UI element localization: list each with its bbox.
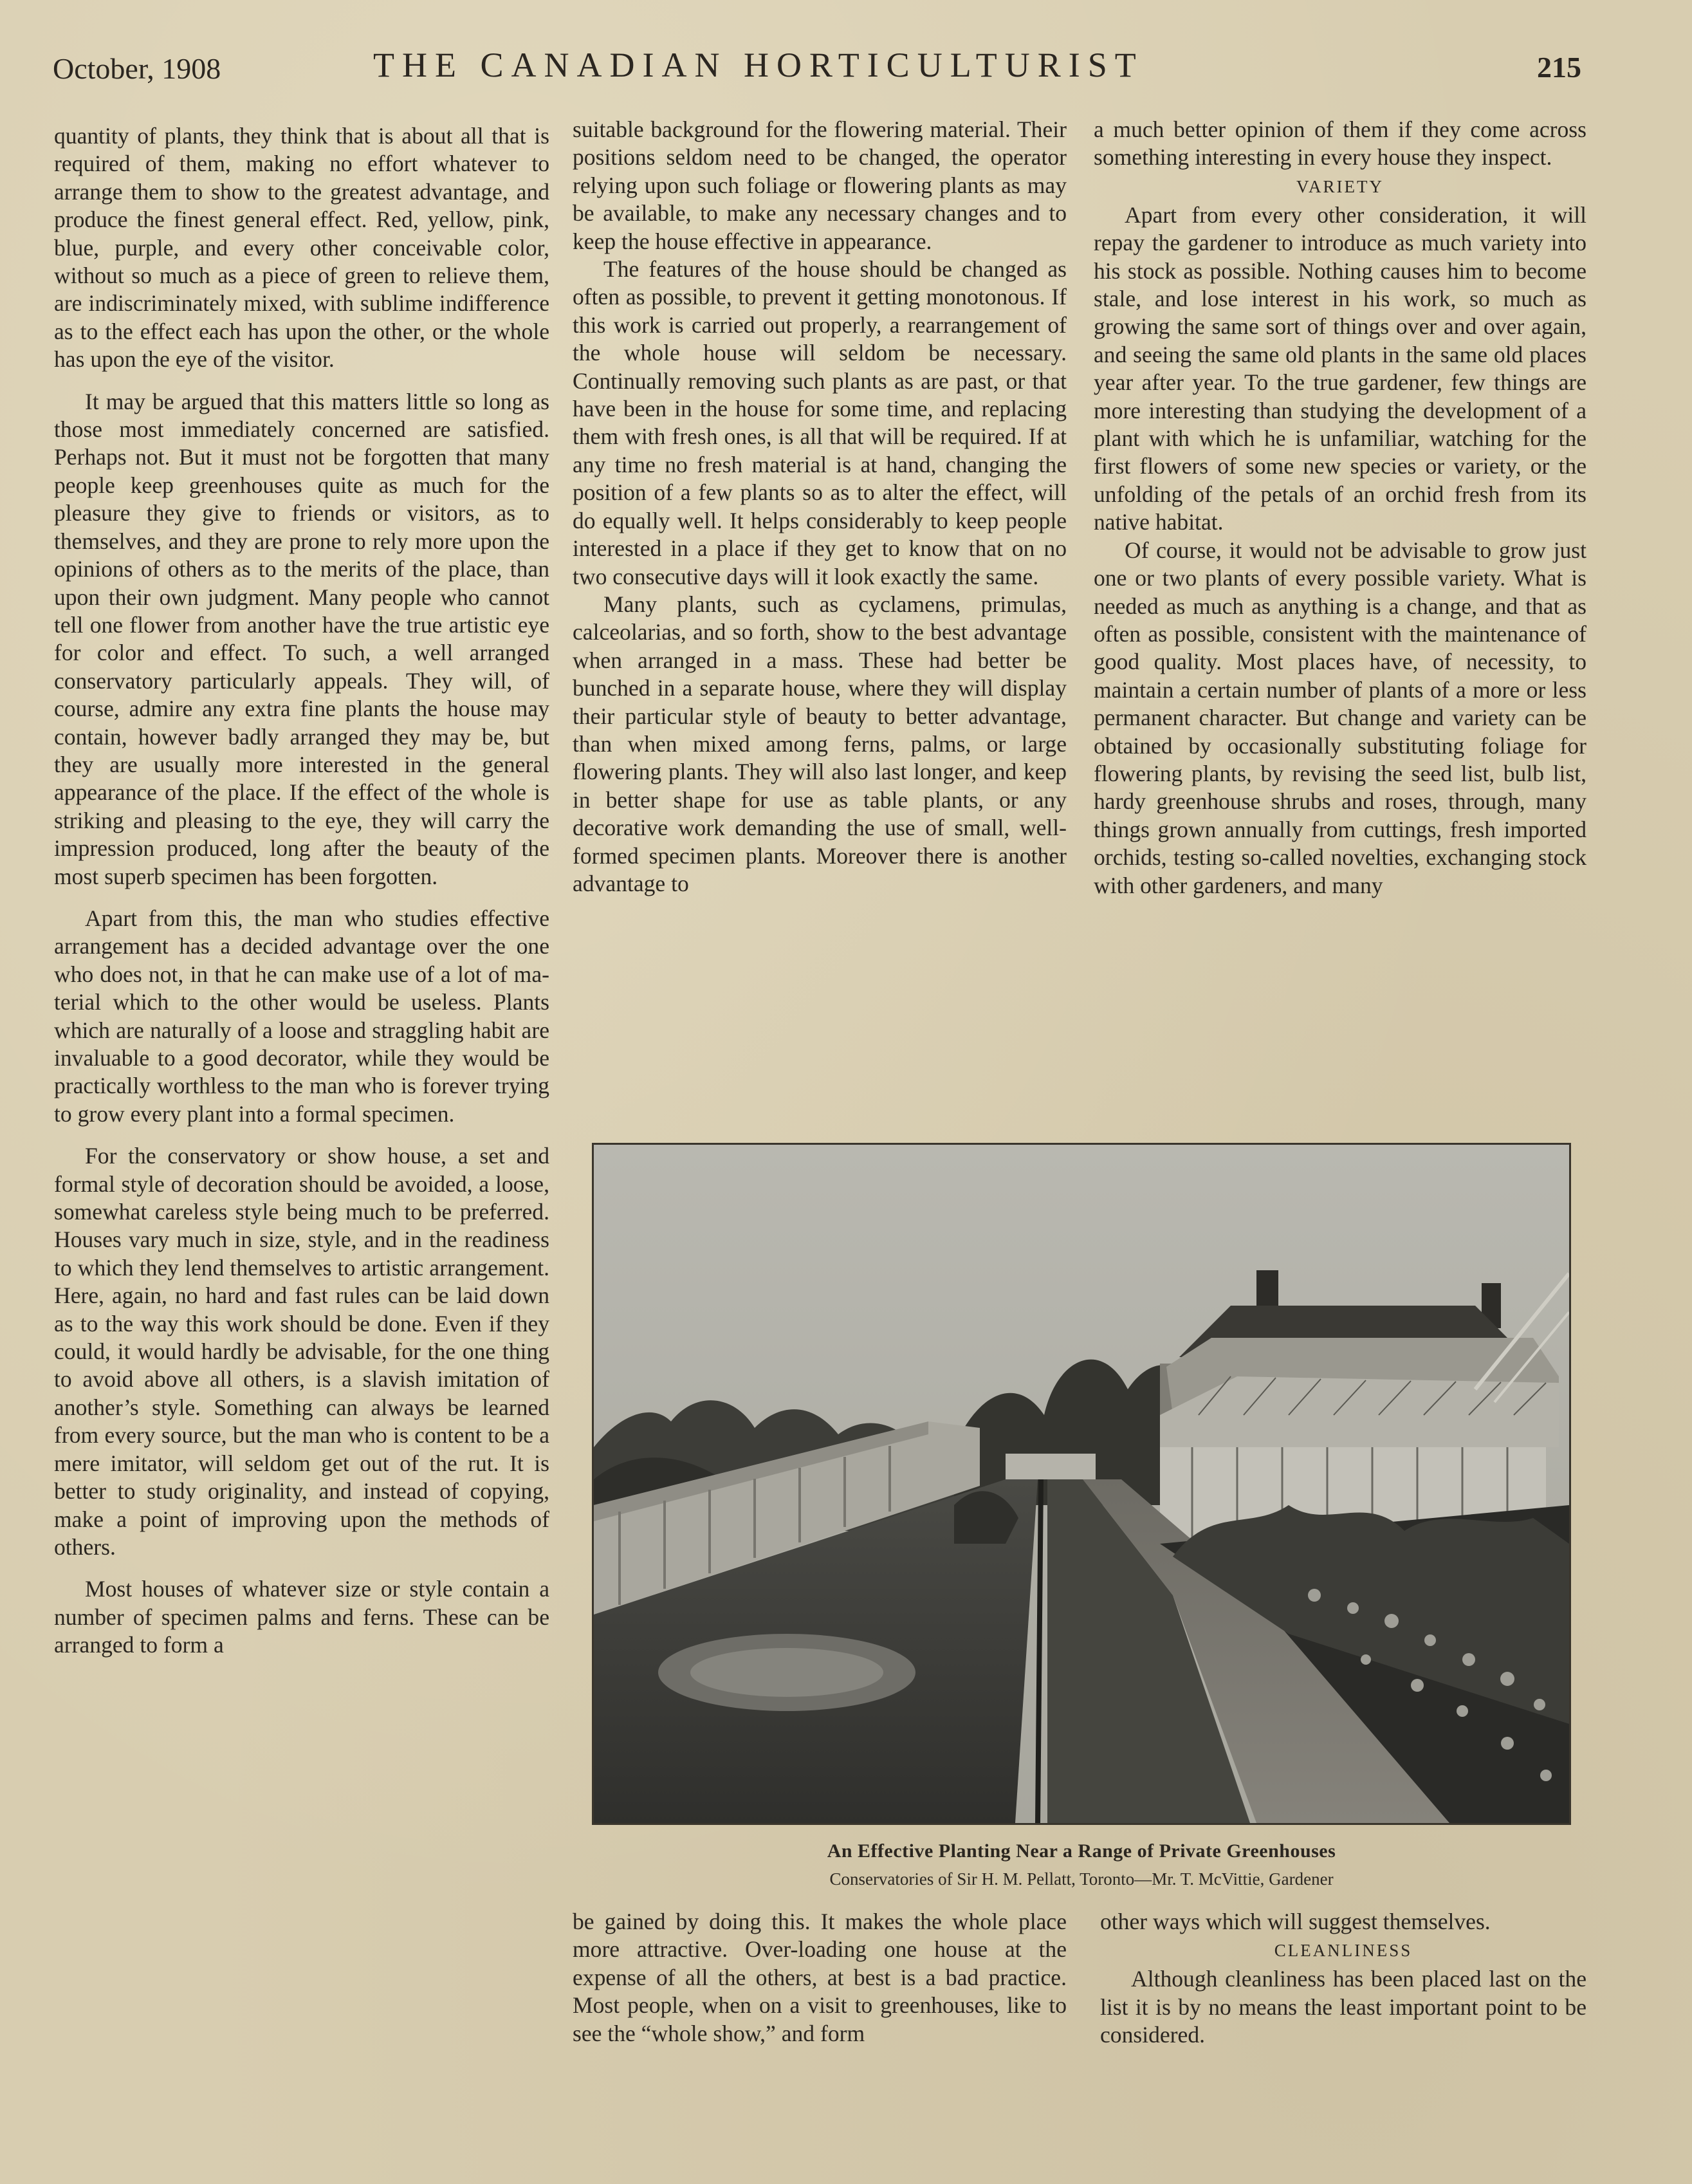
section-heading-cleanliness: CLEANLINESS xyxy=(1274,1941,1413,1961)
paragraph: Of course, it would not be advisable to grow just one or two plants of every possible variety. What is needed as much as anything is a change, and that as often as possible, consistent with the maintenance of good quality. Most places have, of necessity, to maintain a certain number of plants of a more or less permanent character. But change and variety can be obtained by occasionally substituting foliage for flowering plants, by revising the seed list, bulb list, hardy greenhouse shrubs and roses, through, many things grown annually from cuttings, fresh imported orchids, testing so-called novelties, exchanging stock with other gardeners, and many xyxy=(1094,537,1586,898)
paragraph: quantity of plants, they think that is about all that is required of them, making no effort whatever to arrange them to show to the greatest advantage, and produce the finest general effect. Red, yellow, pink, blue, purple, and every other conceivable color, without so much as a piece of green to relieve them, are indiscriminately mixed, with sublime indifference as to the effect each has upon the other, or the whole has upon the eye of the visitor. xyxy=(54,123,549,373)
paragraph: Many plants, such as cyclamens, primulas, calceolarias, and so forth, show to the best advantage when arranged in a mass. These had better be bunched in a separate house, where they will display their particular style of beauty to better advantage, than when mixed among ferns, palms, or large flowering plants. They will also last longer, and keep in better shape for use as table plants, or any decorative work demanding the use of small, well-formed specimen plants. Moreover there is another advantage to xyxy=(573,591,1067,896)
page-header xyxy=(0,45,1692,97)
column-2 xyxy=(573,116,1067,898)
paragraph: Apart from every other consideration, it will repay the gardener to introduce as much variety into his stock as possible. Nothing causes him to become stale, and lose interest in his work, so much as growing the same sort of things over and over again, and seeing the same old plants in the same old places year after year. To the true gardener, few things are more interesting than studying the development of a plant with which he is unfamiliar, watching for the first flowers of some new species or variety, or the unfolding of the petals of an orchid fresh from its native habitat. xyxy=(1094,201,1586,535)
issue-date: October, 1908 xyxy=(53,52,221,85)
paragraph: other ways which will suggest themselves. xyxy=(1100,1909,1491,1934)
paragraph: be gained by doing this. It makes the whole place more attractive. Over-loading one house at the expense of all the others, at best is a bad practice. Most people, when on a visit to greenhouses, like to see the “whole show,” and form xyxy=(573,1909,1067,2046)
paragraph: a much better opinion of them if they come across something interesting in every house they inspect. xyxy=(1094,116,1586,171)
paragraph: suitable background for the flowering material. Their positions seldom need to be changed, the operator relying upon such foliage or flowering plants as may be available, to make any necessary changes and to keep the house effective in appearance. xyxy=(573,116,1067,254)
figure-caption-credit: Conservatories of Sir H. M. Pellatt, Toronto—Mr. T. McVittie, Gardener xyxy=(829,1869,1334,1889)
paragraph: The features of the house should be changed as often as possible, to prevent it getting monotonous. If this work is carried out properly, a rearrangement of the whole house will seldom be necessary. Continually removing such plants as are past, or that have been in the house for some time, and replacing them with fresh ones, is all that will be required. If at any time no fresh material is at hand, changing the position of a few plants so as to alter the effect, will do equally well. It helps considerably to keep people interested in a place if they get to know that on no two consecutive days will it look exactly the same. xyxy=(573,256,1067,589)
column-1 xyxy=(54,122,549,1660)
section-heading-variety: VARIETY xyxy=(1296,176,1384,196)
paragraph: Apart from this, the man who studies effective arrangement has a decided advantage over the one who does not, in that he can make use of a lot of material which to the other would be useless. Plants which are naturally of a loose and straggling habit are invaluable to a good decorator, while they would be practically worthless to the man who is forever trying to grow every plant into a formal specimen. xyxy=(54,905,549,1127)
column-3 xyxy=(1094,116,1586,900)
paragraph: It may be argued that this matters little so long as those most immediately concerned are satisfied. Perhaps not. But it must not be forgotten that many people keep greenhouses quite as much for the pleasure they give to friends or visitors, as to themselves, and they are prone to rely more upon the opinions of others as to the merits of the place, than upon their own judgment. Many people who cannot tell one flower from another have the true artistic eye for color and effect. To such, a well arranged conservatory particularly appeals. They will, of course, admire any extra fine plants the house may contain, however badly arranged they may be, but they are usually more interested in the general appearance of the place. If the effect of the whole is striking and pleasing to the eye, they will carry the impression produced, long after the beauty of the most superb specimen has been forgotten. xyxy=(54,388,549,889)
paragraph: For the conservatory or show house, a set and formal style of decoration should be avoided, a loose, somewhat careless style being much to be preferred. Houses vary much in size, style, and in the readiness to which they lend themselves to artistic arrangement. Here, again, no hard and fast rules can be laid down as to the way this work should be done. Even if they could, it would hardly be advisable, for the one thing to avoid above all others, is a slavish imitation of another’s style. Something can always be learned from every source, but the man who is content to be a mere imitator, will seldom get out of the rut. It is better to study originality, and instead of copying, make a point of improving upon the methods of others. xyxy=(54,1143,549,1560)
page-number: 215 xyxy=(1537,51,1581,84)
photo-illustration xyxy=(594,1145,1569,1823)
greenhouse-photograph xyxy=(592,1143,1571,1825)
paragraph: Most houses of whatever size or style contain a number of specimen palms and ferns. These can be arranged to form a xyxy=(54,1576,549,1658)
column-2-continued xyxy=(573,1908,1067,2048)
masthead: THE CANADIAN HORTICULTURIST xyxy=(373,46,1144,84)
column-3-continued xyxy=(1100,1908,1586,2050)
figure-caption-title: An Effective Planting Near a Range of Private Greenhouses xyxy=(827,1840,1336,1862)
paragraph: Although cleanliness has been placed last on the list it is by no means the least important point to be considered. xyxy=(1100,1966,1586,2048)
